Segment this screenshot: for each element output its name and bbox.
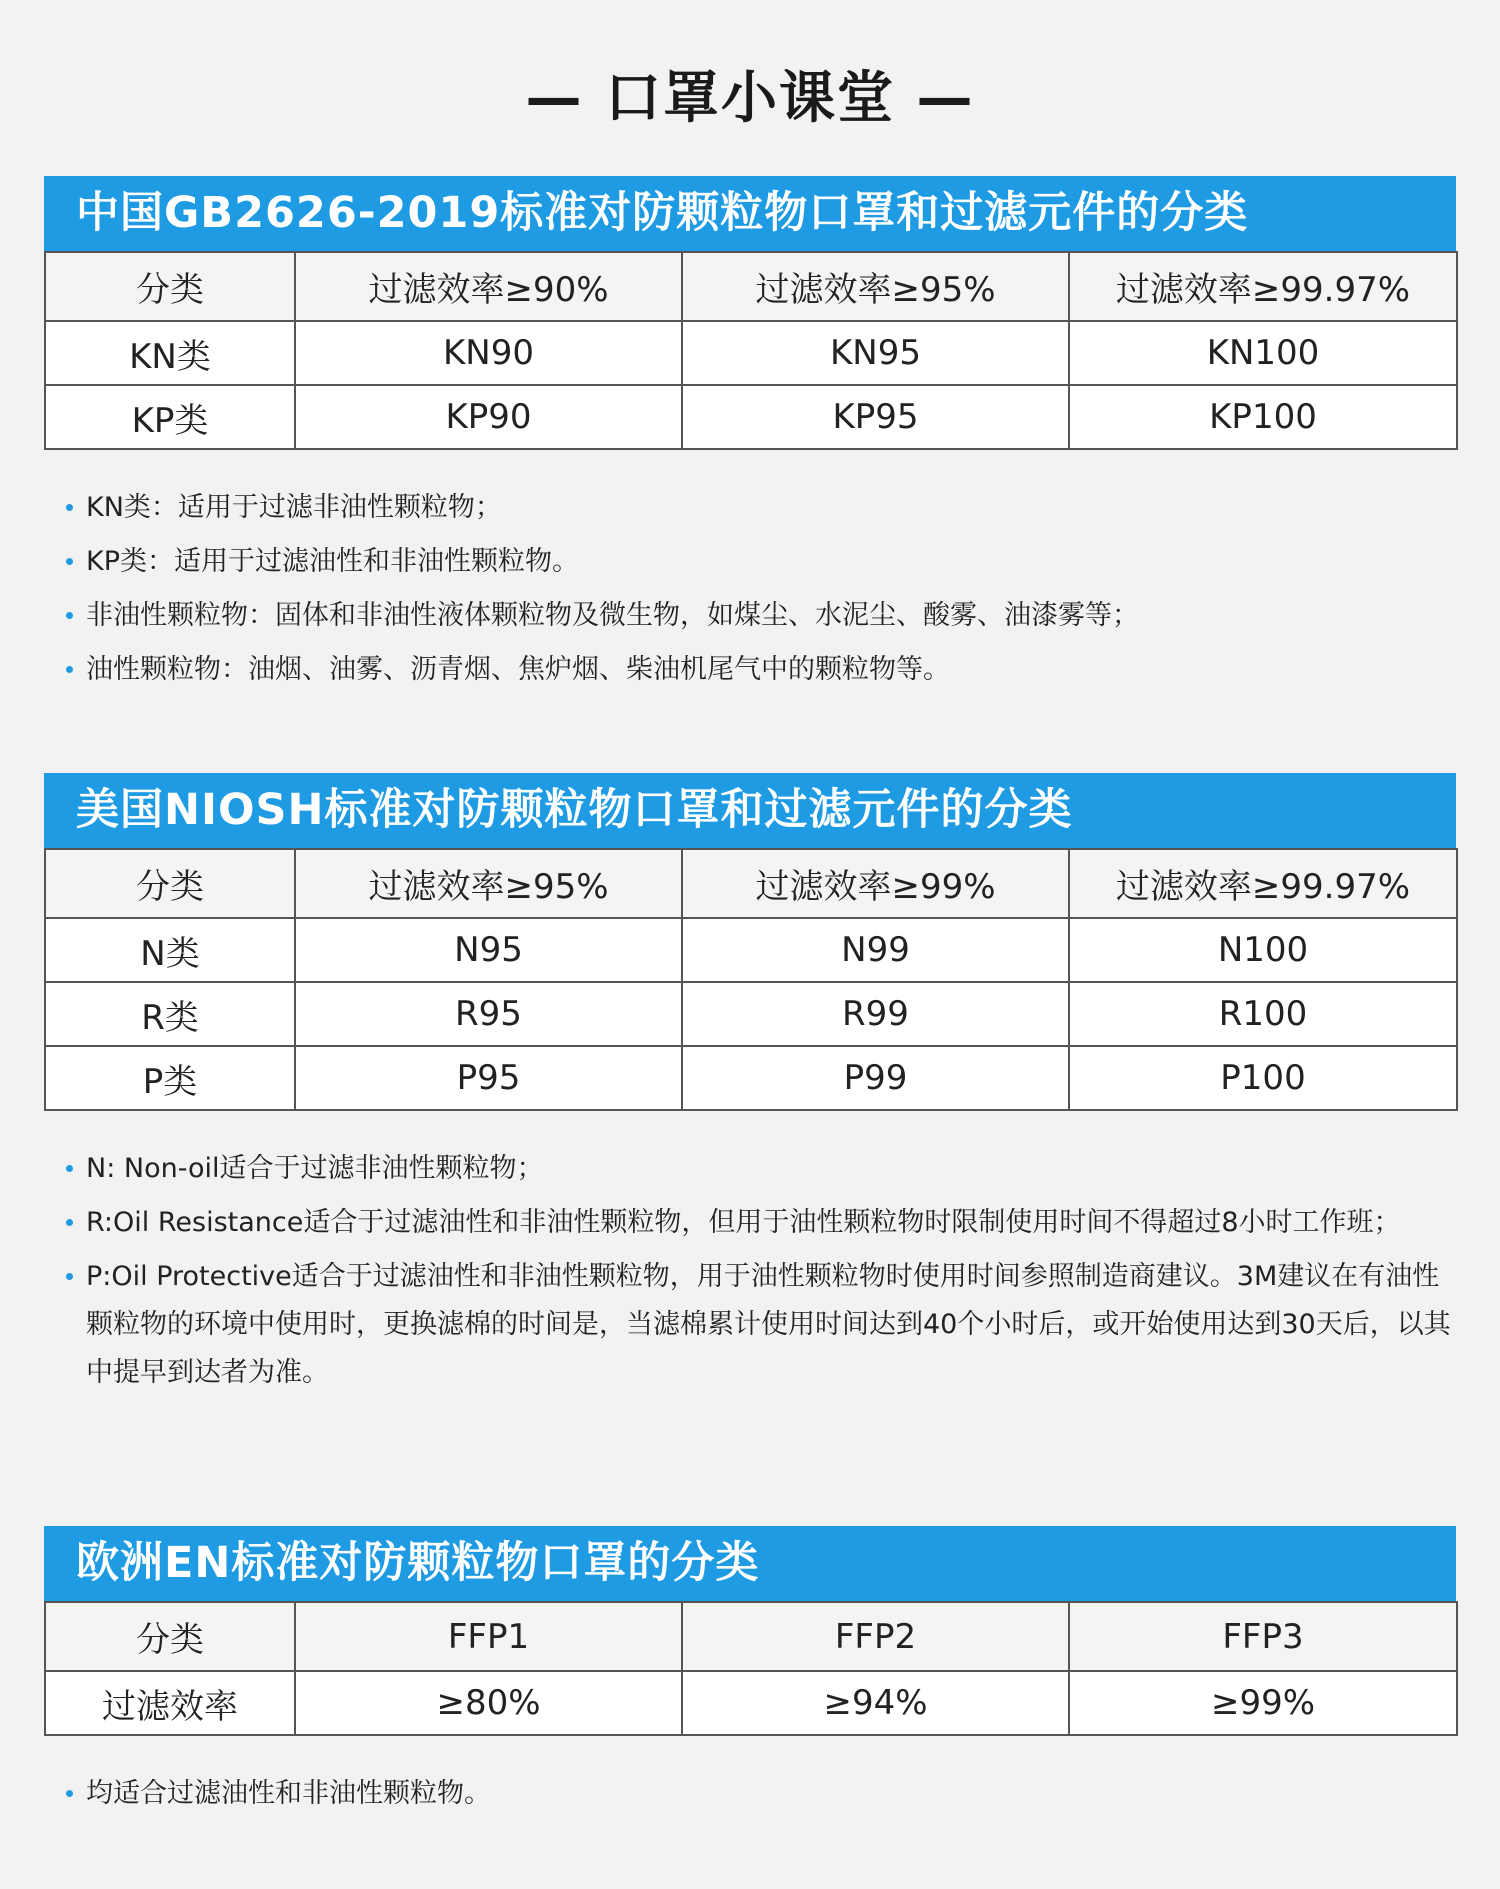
bullet-icon [66,1273,73,1280]
table-cell: P100 [1069,1046,1457,1110]
header-cell: 分类 [45,849,295,918]
notes-list [44,1770,1456,1818]
table-row [45,321,1457,385]
note-item [66,646,1456,694]
table-cell: R99 [682,982,1069,1046]
note-text: 均适合过滤油性和非油性颗粒物。 [86,1778,491,1809]
header-cell: 过滤效率≥99.97% [1069,252,1457,321]
note-text: KP类：适用于过滤油性和非油性颗粒物。 [86,546,579,577]
table-row [45,1046,1457,1110]
header-cell: FFP2 [682,1602,1069,1671]
table-cell: KN90 [295,321,682,385]
bullet-icon [66,1790,73,1797]
header-cell: 分类 [45,252,295,321]
table-header-row [45,1602,1457,1671]
bullet-icon [66,666,73,673]
table-row [45,1671,1457,1735]
note-item [66,592,1456,640]
table-cell: R95 [295,982,682,1046]
note-text: 非油性颗粒物：固体和非油性液体颗粒物及微生物，如煤尘、水泥尘、酸雾、油漆雾等； [86,600,1139,631]
table-header-row [45,849,1457,918]
table-cell: P99 [682,1046,1069,1110]
section-europe-en [44,1526,1456,1824]
note-item [66,484,1456,532]
classification-table [44,848,1458,1111]
section-title: 美国NIOSH标准对防颗粒物口罩和过滤元件的分类 [44,773,1456,848]
table-cell: ≥94% [682,1671,1069,1735]
table-cell: R100 [1069,982,1457,1046]
note-text: P:Oil Protective适合于过滤油性和非油性颗粒物，用于油性颗粒物时使用时间参照制造商建议。3M建议在有油性颗粒物的环境中使用时，更换滤棉的时间是，当滤棉累计使用时间达到40个小时后，或开始使用达到30天后，以其中提早到达者为准。 [86,1261,1451,1388]
header-cell: 过滤效率≥90% [295,252,682,321]
header-cell: 过滤效率≥99% [682,849,1069,918]
classification-table [44,251,1458,450]
header-cell: 过滤效率≥95% [295,849,682,918]
table-cell: P类 [45,1046,295,1110]
table-cell: KN类 [45,321,295,385]
table-cell: ≥80% [295,1671,682,1735]
bullet-icon [66,1165,73,1172]
notes-list [44,1145,1456,1397]
table-row [45,982,1457,1046]
table-cell: N99 [682,918,1069,982]
table-cell: N95 [295,918,682,982]
table-cell: KP100 [1069,385,1457,449]
table-cell: N类 [45,918,295,982]
header-cell: 过滤效率≥95% [682,252,1069,321]
bullet-icon [66,558,73,565]
section-title: 中国GB2626-2019标准对防颗粒物口罩和过滤元件的分类 [44,176,1456,251]
table-cell: 过滤效率 [45,1671,295,1735]
section-china-gb [44,176,1456,700]
table-cell: N100 [1069,918,1457,982]
table-cell: KN95 [682,321,1069,385]
header-cell: FFP3 [1069,1602,1457,1671]
table-row [45,918,1457,982]
note-text: N: Non-oil适合于过滤非油性颗粒物； [86,1153,544,1184]
header-cell: FFP1 [295,1602,682,1671]
table-header-row [45,252,1457,321]
table-cell: KN100 [1069,321,1457,385]
note-item [66,1199,1456,1247]
note-text: R:Oil Resistance适合于过滤油性和非油性颗粒物，但用于油性颗粒物时限制使用时间不得超过8小时工作班； [86,1207,1401,1238]
table-cell: P95 [295,1046,682,1110]
table-cell: ≥99% [1069,1671,1457,1735]
classification-table [44,1601,1458,1736]
bullet-icon [66,612,73,619]
note-text: KN类：适用于过滤非油性颗粒物； [86,492,502,523]
table-cell: KP90 [295,385,682,449]
note-item [66,1770,1456,1818]
note-item [66,1253,1456,1397]
bullet-icon [66,1219,73,1226]
table-cell: R类 [45,982,295,1046]
table-cell: KP95 [682,385,1069,449]
section-usa-niosh [44,773,1456,1403]
table-cell: KP类 [45,385,295,449]
note-item [66,1145,1456,1193]
header-cell: 分类 [45,1602,295,1671]
notes-list [44,484,1456,694]
section-title: 欧洲EN标准对防颗粒物口罩的分类 [44,1526,1456,1601]
note-text: 油性颗粒物：油烟、油雾、沥青烟、焦炉烟、柴油机尾气中的颗粒物等。 [86,654,950,685]
note-item [66,538,1456,586]
bullet-icon [66,504,73,511]
table-row [45,385,1457,449]
header-cell: 过滤效率≥99.97% [1069,849,1457,918]
page-title: — 口罩小课堂 — [525,66,975,131]
